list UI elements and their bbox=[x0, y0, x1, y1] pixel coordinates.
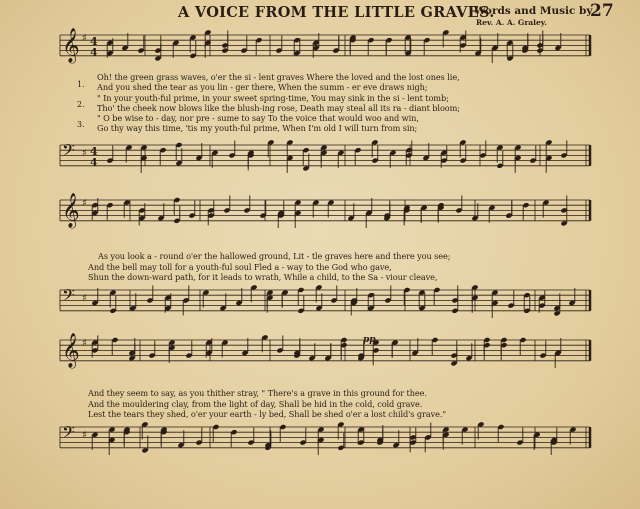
note-head bbox=[264, 433, 271, 451]
note-head bbox=[497, 424, 504, 442]
lyric-line: Oh! the green grass waves, o'er the si - lent graves Where the loved and the lost ones lie, bbox=[97, 72, 460, 82]
note-head bbox=[91, 288, 98, 306]
bass-clef-icon: 𝄢 bbox=[62, 422, 75, 446]
note-head bbox=[330, 285, 337, 303]
note-head bbox=[123, 200, 130, 218]
note-head bbox=[392, 430, 399, 448]
note-head bbox=[545, 139, 552, 157]
note-head bbox=[148, 341, 155, 359]
note-head bbox=[529, 146, 536, 164]
note-head bbox=[550, 437, 557, 455]
note-head bbox=[177, 430, 184, 448]
note-head bbox=[185, 341, 192, 359]
note-head bbox=[365, 210, 372, 228]
note-head bbox=[420, 205, 427, 223]
note-head bbox=[172, 40, 179, 58]
lyric-line: Lest the tears they shed, o'er your earth - ly bed, Shall be shed o'er a lost child's grave." bbox=[88, 409, 447, 419]
note-head bbox=[384, 285, 391, 303]
note-head bbox=[389, 150, 396, 168]
note-head bbox=[202, 290, 209, 308]
note-head bbox=[247, 152, 254, 170]
note-head bbox=[383, 201, 390, 219]
verse-number-3: 3. bbox=[77, 120, 85, 129]
note-head bbox=[223, 195, 230, 213]
note-head bbox=[391, 340, 398, 358]
time-signature-top: 4 bbox=[90, 145, 98, 158]
note-head bbox=[465, 343, 472, 361]
note-head bbox=[422, 143, 429, 161]
treble-staff bbox=[60, 333, 590, 369]
note-head bbox=[279, 424, 286, 442]
note-head bbox=[317, 437, 324, 455]
note-head bbox=[442, 29, 449, 47]
verse-number-2: 2. bbox=[77, 100, 85, 109]
note-head bbox=[286, 139, 293, 157]
note-head bbox=[354, 147, 361, 165]
page-number: 27 bbox=[590, 1, 614, 21]
note-head bbox=[488, 205, 495, 223]
note-head bbox=[211, 150, 218, 168]
note-head bbox=[455, 195, 462, 213]
note-head bbox=[403, 287, 410, 305]
lyric-line: Go thy way this time, 'tis my youth-ful prime, When I'm old I will turn from sin; bbox=[97, 123, 418, 133]
note-head bbox=[125, 145, 132, 163]
bass-clef-icon: 𝄢 bbox=[62, 140, 75, 164]
note-head bbox=[261, 334, 268, 352]
time-signature-bottom: 4 bbox=[90, 46, 98, 59]
lyric-line: And they seem to say, as you thither stray, " There's a grave in this ground for thee. bbox=[88, 388, 427, 398]
note-head bbox=[340, 342, 347, 360]
note-head bbox=[539, 341, 546, 359]
note-head bbox=[91, 432, 98, 450]
note-head bbox=[533, 432, 540, 450]
sharp-icon: ♯ bbox=[82, 293, 87, 304]
note-head bbox=[337, 150, 344, 168]
note-head bbox=[106, 202, 113, 220]
bass-clef-icon: 𝄢 bbox=[62, 285, 75, 309]
note-head bbox=[129, 293, 136, 311]
note-head bbox=[159, 147, 166, 165]
note-head bbox=[221, 340, 228, 358]
note-head bbox=[507, 291, 514, 309]
note-head bbox=[332, 36, 339, 54]
note-head bbox=[357, 343, 364, 361]
note-head bbox=[385, 37, 392, 55]
treble-clef-icon: 𝄞 bbox=[62, 193, 80, 228]
note-head bbox=[483, 342, 490, 360]
note-head bbox=[230, 429, 237, 447]
note-head bbox=[367, 37, 374, 55]
note-head bbox=[195, 428, 202, 446]
note-head bbox=[554, 350, 561, 368]
note-head bbox=[491, 300, 498, 318]
sharp-icon: ♯ bbox=[82, 430, 87, 441]
sharp-icon: ♯ bbox=[82, 338, 87, 349]
note-head bbox=[294, 210, 301, 228]
lyric-line: " In your youth-ful prime, in your sweet spring-time, You may sink in the si - lent tomb; bbox=[97, 93, 449, 103]
note-head bbox=[560, 140, 567, 158]
note-head bbox=[350, 297, 357, 315]
note-head bbox=[308, 343, 315, 361]
lyric-line: Tho' the cheek now blows like the blush-ing rose, Death may steal all its ra - diant bloom; bbox=[97, 103, 460, 113]
lyric-line: And the bell may toll for a youth-ful soul Fled a - way to the God who gave, bbox=[88, 262, 392, 272]
note-head bbox=[542, 200, 549, 218]
note-head bbox=[516, 428, 523, 446]
sharp-icon: ♯ bbox=[82, 148, 87, 159]
note-head bbox=[228, 140, 235, 158]
note-head bbox=[521, 36, 528, 54]
verse-number-1: 1. bbox=[77, 80, 85, 89]
note-head bbox=[137, 36, 144, 54]
note-head bbox=[423, 37, 430, 55]
note-head bbox=[219, 293, 226, 311]
note-head bbox=[157, 203, 164, 221]
note-head bbox=[235, 288, 242, 306]
note-head bbox=[431, 337, 438, 355]
lyric-line: As you look a - round o'er the hallowed ground, Lit - tle graves here and there you see; bbox=[98, 251, 451, 261]
note-head bbox=[349, 37, 356, 55]
note-head bbox=[477, 421, 484, 439]
note-head bbox=[293, 341, 300, 359]
note-head bbox=[277, 210, 284, 228]
note-head bbox=[241, 338, 248, 356]
treble-clef-icon: 𝄞 bbox=[62, 333, 80, 368]
note-head bbox=[347, 203, 354, 221]
dynamic-pianissimo: pp bbox=[363, 335, 376, 345]
sharp-icon: ♯ bbox=[82, 198, 87, 209]
note-head bbox=[106, 146, 113, 164]
note-head bbox=[324, 343, 331, 361]
note-head bbox=[259, 201, 266, 219]
note-head bbox=[437, 205, 444, 223]
note-head bbox=[247, 428, 254, 446]
note-head bbox=[108, 437, 115, 455]
note-head bbox=[424, 434, 431, 452]
note-head bbox=[275, 36, 282, 54]
note-head bbox=[545, 155, 552, 173]
note-head bbox=[522, 202, 529, 220]
credit-author: Rev. A. A. Graley. bbox=[476, 18, 547, 27]
note-head bbox=[403, 207, 410, 225]
note-head bbox=[568, 288, 575, 306]
note-head bbox=[569, 427, 576, 445]
note-head bbox=[554, 33, 561, 51]
note-head bbox=[281, 290, 288, 308]
note-head bbox=[461, 427, 468, 445]
note-head bbox=[276, 335, 283, 353]
note-head bbox=[372, 347, 379, 365]
note-head bbox=[500, 342, 507, 360]
note-head bbox=[212, 424, 219, 442]
lyric-line: Shun the down-ward path, for it leads to wrath, While a child, to the Sa - viour cleave, bbox=[88, 272, 438, 282]
note-head bbox=[160, 427, 167, 445]
note-head bbox=[312, 200, 319, 218]
treble-clef-icon: 𝄞 bbox=[62, 28, 80, 63]
note-head bbox=[195, 143, 202, 161]
note-head bbox=[250, 284, 257, 302]
lyric-line: And you shed the tear as you lin - ger there, When the summ - er eve draws nigh; bbox=[97, 82, 428, 92]
time-signature-top: 4 bbox=[90, 35, 98, 48]
sharp-icon: ♯ bbox=[82, 33, 87, 44]
lyric-line: And the mouldering clay, from the light of day, Shall be hid in the cold, cold grave. bbox=[88, 399, 423, 409]
note-head bbox=[376, 428, 383, 446]
time-signature-bottom: 4 bbox=[90, 156, 98, 169]
note-head bbox=[327, 200, 334, 218]
note-head bbox=[182, 297, 189, 315]
note-head bbox=[255, 37, 262, 55]
note-head bbox=[266, 295, 273, 313]
note-head bbox=[240, 36, 247, 54]
note-head bbox=[474, 38, 481, 56]
note-head bbox=[243, 195, 250, 213]
note-head bbox=[411, 338, 418, 356]
note-head bbox=[433, 287, 440, 305]
hymn-title: A VOICE FROM THE LITTLE GRAVES. bbox=[178, 4, 495, 21]
bass-staff bbox=[60, 422, 590, 448]
note-head bbox=[505, 201, 512, 219]
note-head bbox=[267, 139, 274, 157]
lyric-line: " O be wise to - day, nor pre - sume to say To the voice that would woo and win, bbox=[97, 113, 419, 123]
note-head bbox=[188, 201, 195, 219]
note-head bbox=[204, 40, 211, 58]
note-head bbox=[479, 140, 486, 158]
note-head bbox=[491, 45, 498, 63]
note-head bbox=[140, 155, 147, 173]
note-head bbox=[121, 33, 128, 51]
note-head bbox=[286, 155, 293, 173]
note-head bbox=[146, 285, 153, 303]
note-head bbox=[519, 337, 526, 355]
credit-words-music: Words and Music by bbox=[474, 5, 593, 17]
note-head bbox=[299, 428, 306, 446]
note-head bbox=[514, 155, 521, 173]
note-head bbox=[442, 432, 449, 450]
note-head bbox=[123, 427, 130, 445]
note-head bbox=[111, 337, 118, 355]
